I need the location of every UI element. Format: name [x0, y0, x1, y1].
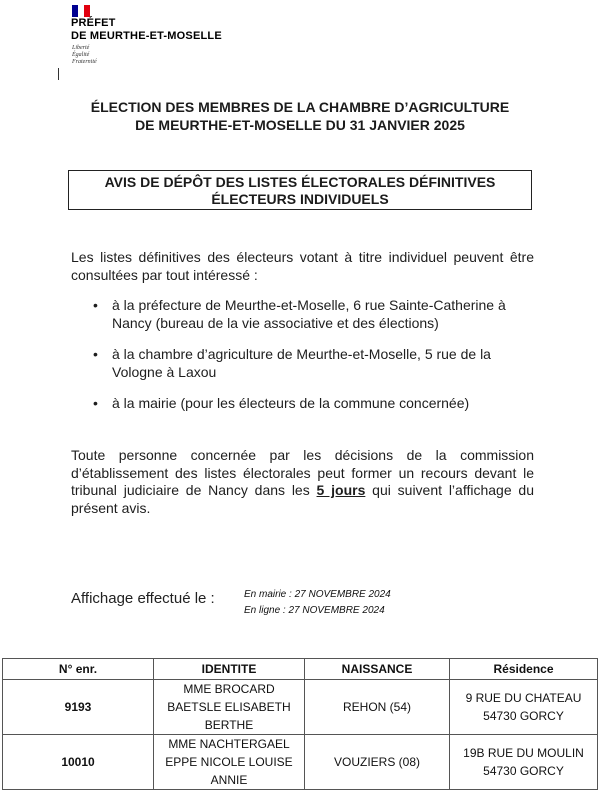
- identite-line: BERTHE: [204, 718, 254, 732]
- bullet-icon: •: [93, 346, 98, 362]
- table-row: [3, 735, 598, 790]
- recours-paragraph: [71, 447, 534, 517]
- identite-line: EPPE NICOLE LOUISE: [165, 755, 293, 769]
- election-title: [40, 98, 560, 134]
- header-num-enr: N° enr.: [3, 659, 154, 680]
- identite-line: MME NACHTERGAEL: [168, 737, 290, 751]
- prefecture-line1: PRÉFET: [71, 17, 116, 29]
- prefecture-line2: DE MEURTHE-ET-MOSELLE: [71, 30, 222, 42]
- election-title-line1: ÉLECTION DES MEMBRES DE LA CHAMBRE D’AGRICULTURE: [90, 99, 510, 115]
- residence-city: 54730 GORCY: [483, 764, 564, 778]
- prefecture-name: [71, 17, 271, 43]
- notice-line1: AVIS DE DÉPÔT DES LISTES ÉLECTORALES DÉFINITIVES: [104, 174, 496, 190]
- header-residence: Résidence: [450, 659, 598, 680]
- location-prefecture: [86, 297, 534, 332]
- notice-line2: ÉLECTEURS INDIVIDUELS: [211, 191, 389, 207]
- election-title-line2: DE MEURTHE-ET-MOSELLE DU 31 JANVIER 2025: [135, 117, 465, 133]
- motto-fraternite: Fraternité: [72, 59, 97, 65]
- notice-heading-box: [68, 170, 532, 210]
- cell-naissance: REHON (54): [305, 680, 450, 735]
- voters-table: [2, 658, 598, 790]
- location-text: à la mairie (pour les électeurs de la commune concernée): [112, 395, 470, 411]
- table-header-row: [3, 659, 598, 680]
- bullet-icon: •: [93, 395, 98, 411]
- header-identite: IDENTITE: [154, 659, 305, 680]
- recours-deadline: 5 jours: [316, 482, 366, 498]
- cell-num-enr: 10010: [3, 735, 154, 790]
- recours-text-after: qui suivent l’affichage du présent avis.: [71, 482, 534, 516]
- cell-identite: [154, 680, 305, 735]
- location-text: à la préfecture de Meurthe-et-Moselle, 6 rue Sainte-Catherine à Nancy (bureau de la vie associative et des élections): [112, 297, 506, 331]
- cell-residence: [450, 680, 598, 735]
- motto-liberte: Liberté: [72, 45, 90, 51]
- residence-street: 19B RUE DU MOULIN: [463, 746, 584, 760]
- intro-paragraph: Les listes définitives des électeurs votant à titre individuel peuvent être consultées par tout intéressé :: [71, 249, 534, 283]
- bullet-icon: •: [93, 297, 98, 313]
- flag-red-stripe: [84, 5, 90, 17]
- location-text: à la chambre d’agriculture de Meurthe-et-Moselle, 5 rue de la Vologne à Laxou: [112, 346, 491, 380]
- identite-line: ANNIE: [210, 773, 248, 787]
- residence-city: 54730 GORCY: [483, 709, 564, 723]
- identite-line: MME BROCARD: [183, 682, 275, 696]
- identite-line: BAETSLE ELISABETH: [167, 700, 291, 714]
- location-mairie: [86, 395, 534, 413]
- cell-residence: [450, 735, 598, 790]
- cell-num-enr: 9193: [3, 680, 154, 735]
- table-row: [3, 680, 598, 735]
- recours-text-before: Toute personne concernée par les décisions de la commission d’établissement des listes électorales peut former un recours devant le tribunal judiciaire de Nancy dans les: [71, 447, 534, 498]
- margin-mark: [58, 68, 59, 80]
- motto-egalite: Égalité: [72, 52, 90, 58]
- location-chambre: [86, 346, 534, 381]
- consultation-locations-list: [86, 297, 534, 427]
- residence-street: 9 RUE DU CHATEAU: [465, 691, 582, 705]
- cell-identite: [154, 735, 305, 790]
- affichage-label: Affichage effectué le :: [71, 590, 215, 607]
- affichage-mairie-date: En mairie : 27 NOVEMBRE 2024: [244, 589, 391, 600]
- affichage-online-date: En ligne : 27 NOVEMBRE 2024: [244, 605, 385, 616]
- republic-flag-logo: [72, 5, 90, 17]
- cell-naissance: VOUZIERS (08): [305, 735, 450, 790]
- republic-motto: [72, 45, 152, 66]
- header-naissance: NAISSANCE: [305, 659, 450, 680]
